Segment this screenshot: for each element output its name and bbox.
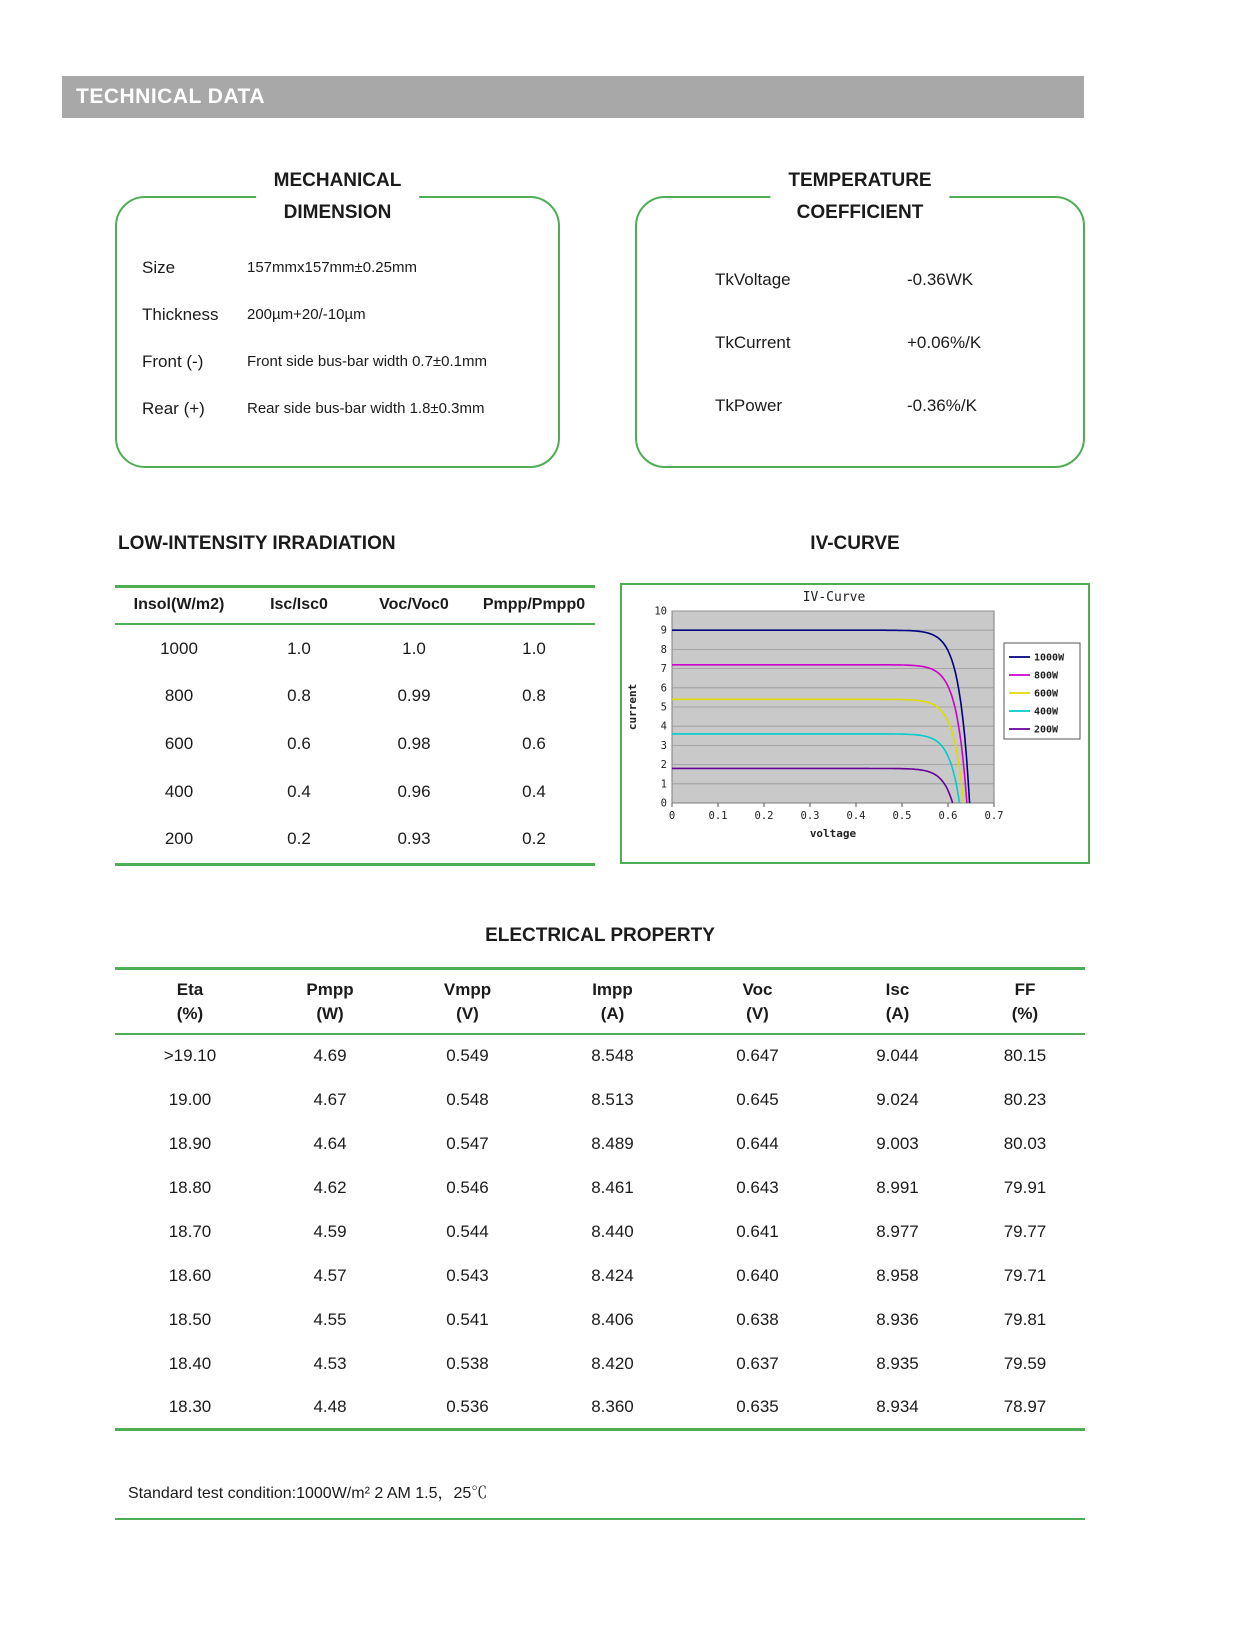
- table-cell: 0.93: [355, 816, 473, 864]
- table-row: [115, 1386, 1085, 1430]
- y-tick-label: 7: [660, 663, 667, 676]
- table-cell: 0.635: [685, 1386, 830, 1430]
- spec-value: Rear side bus-bar width 1.8±0.3mm: [247, 400, 485, 417]
- column-header-unit: (A): [600, 1003, 625, 1023]
- irradiation-table-header: [115, 587, 595, 625]
- table-cell: 9.044: [876, 1046, 919, 1066]
- iv-curve-chart-box: [620, 583, 1090, 864]
- spec-row: [142, 338, 558, 385]
- legend-label: 400W: [1034, 706, 1059, 718]
- column-header-name: Impp: [592, 980, 633, 999]
- table-cell: 18.60: [168, 1265, 212, 1285]
- column-header-unit: (W): [316, 1003, 344, 1023]
- table-row: [115, 672, 595, 720]
- table-cell: 1.0: [287, 638, 311, 658]
- table-row: [115, 1166, 1085, 1210]
- table-cell: 8.548: [591, 1046, 634, 1066]
- table-cell: 1.0: [402, 638, 426, 658]
- x-tick-label: 0.4: [846, 810, 866, 822]
- table-cell: >19.10: [163, 1046, 217, 1066]
- table-cell: 4.57: [313, 1265, 347, 1285]
- y-tick-label: 5: [660, 701, 667, 714]
- table-cell: 8.513: [591, 1089, 634, 1109]
- table-cell: 18.90: [168, 1133, 212, 1153]
- spec-value: -0.36WK: [907, 269, 974, 289]
- column-header: [685, 969, 830, 1034]
- table-cell: 8.936: [876, 1309, 919, 1329]
- table-row: [115, 624, 595, 672]
- table-cell: 18.50: [168, 1309, 212, 1329]
- table-cell: 0.99: [397, 686, 431, 705]
- column-header-unit: (A): [885, 1003, 910, 1023]
- y-tick-label: 3: [660, 739, 667, 752]
- table-cell: 0.536: [395, 1386, 540, 1430]
- spec-label: TkCurrent: [715, 332, 791, 352]
- spec-value: -0.36%/K: [907, 395, 977, 415]
- legend-label: 200W: [1034, 724, 1059, 736]
- spec-label: Rear (+): [142, 398, 205, 418]
- table-row: [115, 816, 595, 864]
- table-cell: 0.2: [243, 816, 355, 864]
- column-header-name: Isc: [885, 980, 910, 999]
- table-cell: 0.548: [446, 1089, 489, 1109]
- table-cell: 8.406: [591, 1309, 634, 1329]
- table-row: [115, 1254, 1085, 1298]
- table-cell: 200: [115, 816, 243, 864]
- table-row: [115, 1034, 1085, 1078]
- table-cell: 0.549: [446, 1046, 489, 1066]
- column-header: Pmpp/Pmpp0: [473, 587, 595, 625]
- table-row: [115, 1122, 1085, 1166]
- x-tick-label: 0: [668, 810, 676, 822]
- table-cell: 8.991: [876, 1177, 919, 1197]
- table-cell: 8.461: [591, 1177, 634, 1197]
- column-header: Isc/Isc0: [243, 587, 355, 625]
- table-cell: 4.64: [313, 1133, 347, 1153]
- table-cell: 8.420: [591, 1353, 634, 1373]
- table-cell: 79.77: [1003, 1221, 1047, 1241]
- spec-row: [715, 374, 1083, 437]
- x-tick-label: 0.5: [892, 810, 912, 822]
- table-cell: 78.97: [965, 1386, 1085, 1430]
- mechanical-dimension-box: [115, 170, 560, 468]
- y-tick-label: 9: [660, 624, 667, 637]
- mechanical-title-line1: MECHANICAL: [273, 170, 402, 191]
- table-cell: 4.48: [265, 1386, 395, 1430]
- table-cell: 8.489: [591, 1133, 634, 1153]
- table-cell: 1000: [160, 638, 198, 658]
- electrical-property-title: ELECTRICAL PROPERTY: [485, 925, 715, 946]
- table-cell: 79.59: [1003, 1353, 1047, 1373]
- section-banner: TECHNICAL DATA: [62, 76, 1084, 118]
- column-header-name: Pmpp: [306, 980, 354, 999]
- electrical-table-header: [115, 969, 1085, 1034]
- spec-value: 157mmx157mm±0.25mm: [247, 259, 417, 276]
- table-cell: 4.67: [313, 1089, 347, 1109]
- temperature-rows: [715, 248, 1083, 437]
- table-cell: 0.645: [736, 1089, 779, 1109]
- table-cell: 4.59: [313, 1221, 347, 1241]
- table-cell: 18.40: [168, 1353, 212, 1373]
- spec-row: [142, 385, 558, 432]
- legend-label: 800W: [1034, 670, 1059, 682]
- footer-divider: [115, 1518, 1085, 1520]
- iv-curve-section-title: IV-CURVE: [810, 533, 900, 554]
- y-tick-label: 2: [660, 759, 667, 772]
- table-cell: 0.2: [473, 816, 595, 864]
- table-row: [115, 720, 595, 768]
- column-header: [115, 969, 265, 1034]
- spec-label: TkVoltage: [715, 269, 791, 289]
- column-header: [965, 969, 1085, 1034]
- table-cell: 0.543: [446, 1265, 489, 1285]
- table-cell: 4.69: [313, 1046, 347, 1066]
- x-tick-label: 0.3: [800, 810, 820, 822]
- column-header-name: Eta: [176, 980, 204, 999]
- table-cell: 0.98: [397, 734, 431, 753]
- table-cell: 8.977: [876, 1221, 919, 1241]
- table-cell: 8.934: [830, 1386, 965, 1430]
- temperature-coefficient-box: [635, 170, 1085, 468]
- temperature-title-line2: COEFFICIENT: [796, 202, 924, 224]
- table-cell: 80.15: [1003, 1046, 1047, 1066]
- table-row: [115, 1210, 1085, 1254]
- table-cell: 0.640: [736, 1265, 779, 1285]
- table-cell: 0.8: [287, 686, 311, 705]
- table-cell: 8.935: [876, 1353, 919, 1373]
- table-cell: 80.23: [1003, 1089, 1047, 1109]
- x-tick-label: 0.2: [754, 810, 774, 822]
- table-cell: 1.0: [522, 638, 546, 658]
- table-row: [115, 1342, 1085, 1386]
- table-cell: 19.00: [168, 1089, 212, 1109]
- temperature-coefficient-title: [770, 165, 949, 230]
- standard-test-condition-note: Standard test condition:1000W/m² 2 AM 1.5，25℃: [128, 1485, 488, 1502]
- table-cell: 18.80: [168, 1177, 212, 1197]
- temperature-title-line1: TEMPERATURE: [788, 170, 932, 191]
- table-cell: 0.644: [736, 1133, 779, 1153]
- column-header: [830, 969, 965, 1034]
- table-cell: 18.70: [168, 1221, 212, 1241]
- table-cell: 9.024: [876, 1089, 919, 1109]
- column-header: [395, 969, 540, 1034]
- table-row: [115, 1298, 1085, 1342]
- column-header-unit: (V): [456, 1003, 479, 1023]
- table-cell: 18.30: [115, 1386, 265, 1430]
- table-cell: 0.6: [522, 734, 546, 753]
- spec-row: [715, 311, 1083, 374]
- spec-value: +0.06%/K: [907, 332, 982, 352]
- y-tick-label: 4: [660, 720, 667, 733]
- spec-value: Front side bus-bar width 0.7±0.1mm: [247, 353, 487, 370]
- table-cell: 0.643: [736, 1177, 779, 1197]
- iv-curve-chart: [622, 585, 1088, 862]
- spec-value: 200µm+20/-10µm: [247, 306, 366, 323]
- y-tick-label: 10: [654, 605, 667, 618]
- table-cell: 600: [164, 734, 194, 753]
- column-header-name: FF: [1014, 980, 1036, 999]
- table-cell: 80.03: [1003, 1133, 1047, 1153]
- spec-row: [715, 248, 1083, 311]
- irradiation-table: [115, 585, 595, 866]
- legend-label: 1000W: [1034, 652, 1065, 664]
- electrical-table: [115, 967, 1085, 1431]
- chart-title: IV-Curve: [802, 590, 866, 605]
- spec-label: TkPower: [715, 395, 783, 415]
- spec-label: Front (-): [142, 351, 204, 371]
- table-row: [115, 1078, 1085, 1122]
- table-cell: 8.440: [591, 1221, 634, 1241]
- table-cell: 0.544: [446, 1221, 489, 1241]
- table-cell: 0.637: [736, 1353, 779, 1373]
- spec-row: [142, 291, 558, 338]
- column-header-unit: (V): [746, 1003, 769, 1023]
- table-cell: 0.6: [287, 734, 311, 753]
- table-cell: 0.641: [736, 1221, 779, 1241]
- table-cell: 0.541: [446, 1309, 489, 1329]
- table-cell: 9.003: [876, 1133, 919, 1153]
- column-header-unit: (%): [176, 1003, 204, 1023]
- table-row: [115, 768, 595, 816]
- x-axis-label: voltage: [809, 827, 857, 840]
- table-cell: 79.81: [1003, 1309, 1047, 1329]
- spec-row: [142, 244, 558, 291]
- table-cell: 0.638: [736, 1309, 779, 1329]
- table-cell: 0.8: [522, 686, 546, 705]
- table-cell: 0.546: [446, 1177, 489, 1197]
- table-cell: 0.4: [287, 782, 311, 801]
- column-header: Voc/Voc0: [355, 587, 473, 625]
- x-tick-label: 0.1: [708, 810, 728, 822]
- mechanical-dimension-title: [256, 165, 420, 230]
- y-tick-label: 6: [660, 682, 667, 695]
- y-tick-label: 1: [660, 778, 667, 791]
- column-header: [540, 969, 685, 1034]
- table-cell: 400: [164, 782, 194, 801]
- table-cell: 0.538: [446, 1353, 489, 1373]
- table-cell: 800: [164, 686, 194, 705]
- table-cell: 79.71: [1003, 1265, 1047, 1285]
- column-header: [265, 969, 395, 1034]
- table-cell: 8.958: [876, 1265, 919, 1285]
- table-cell: 8.424: [591, 1265, 634, 1285]
- column-header-name: Vmpp: [443, 980, 492, 999]
- table-cell: 4.53: [313, 1353, 347, 1373]
- mechanical-rows: [142, 244, 558, 432]
- x-tick-label: 0.6: [938, 810, 958, 822]
- spec-label: Size: [142, 257, 176, 277]
- table-cell: 8.360: [540, 1386, 685, 1430]
- table-cell: 0.4: [522, 782, 546, 801]
- table-cell: 4.62: [313, 1177, 347, 1197]
- x-tick-label: 0.7: [984, 810, 1004, 822]
- legend-label: 600W: [1034, 688, 1059, 700]
- table-cell: 4.55: [313, 1309, 347, 1329]
- y-tick-label: 8: [660, 643, 667, 656]
- y-tick-label: 0: [660, 797, 667, 810]
- spec-label: Thickness: [142, 304, 219, 324]
- column-header: Insol(W/m2): [115, 587, 243, 625]
- mechanical-title-line2: DIMENSION: [283, 202, 392, 224]
- table-cell: 0.547: [446, 1133, 489, 1153]
- table-cell: 0.647: [736, 1046, 779, 1066]
- table-cell: 0.96: [397, 782, 431, 801]
- column-header-unit: (%): [1011, 1003, 1039, 1023]
- irradiation-section-title: LOW-INTENSITY IRRADIATION: [118, 533, 396, 554]
- column-header-name: Voc: [742, 980, 773, 999]
- y-axis-label: current: [626, 683, 639, 731]
- table-cell: 79.91: [1003, 1177, 1047, 1197]
